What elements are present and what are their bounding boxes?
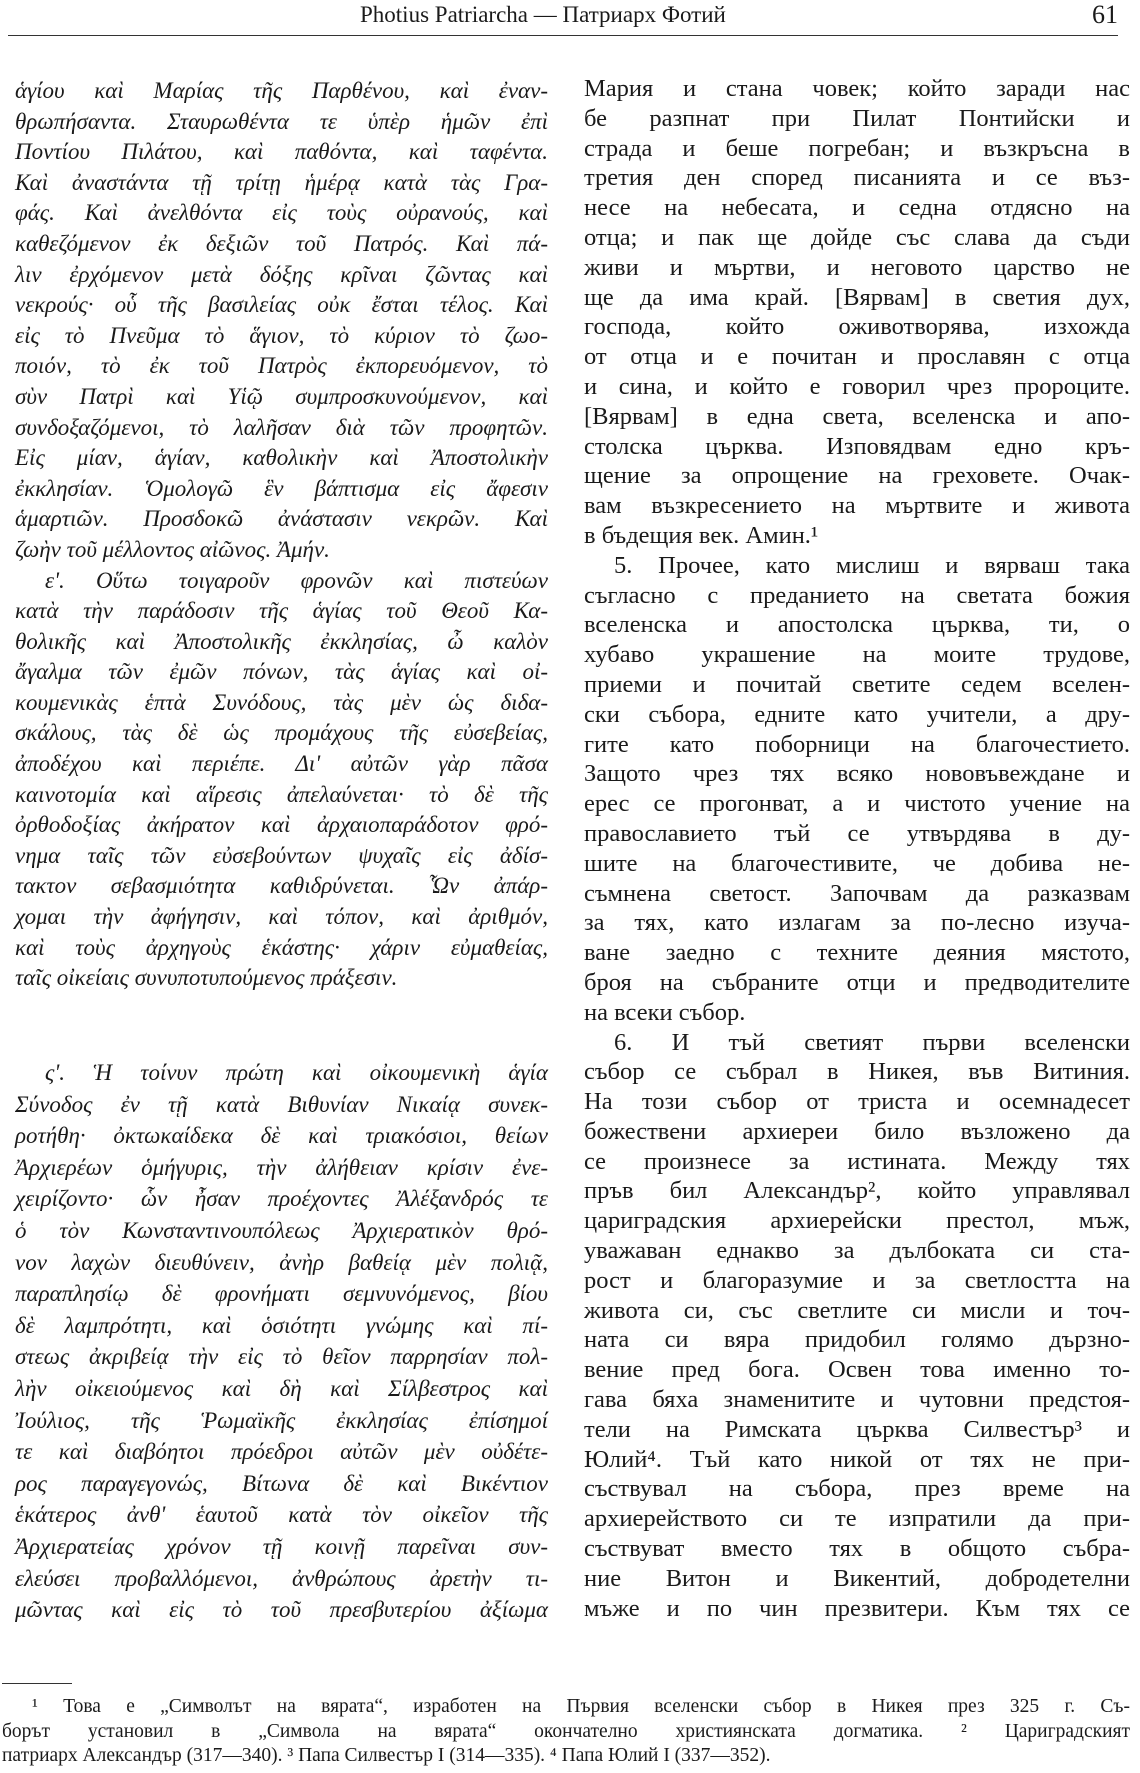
- greek-text-line: τε καὶ διαβόητοι πρόεδροι αὐτῶν μὲν οὐδέτε-: [15, 1439, 548, 1465]
- bulgarian-text-line: уважаван еднакво за дълбоката си ста-: [584, 1237, 1130, 1265]
- greek-text-line: ροτήθη· ὀκτωκαίδεκα δὲ καὶ τριακόσιοι, θείων: [15, 1123, 548, 1149]
- greek-column-block-1: [15, 76, 548, 994]
- greek-text-line: τακτον σεβασμιότητα καθιδρύνεται. Ὧν ἀπάρ-: [15, 873, 548, 899]
- greek-column-block-2: [15, 1057, 548, 1626]
- greek-text-line: ἀποδέχου καὶ περιέπε. Δι' αὐτῶν γὰρ πᾶσα: [15, 751, 548, 777]
- bulgarian-text-line: Мария и стана човек; който заради нас: [584, 75, 1130, 102]
- bulgarian-text-paragraph: [584, 74, 1130, 551]
- greek-text-line: ἄγαλμα τῶν ἐμῶν πόνων, τὰς ἁγίας καὶ οἰ-: [15, 659, 548, 685]
- bulgarian-text-line: божествени архиереи било възложено да: [584, 1117, 1130, 1145]
- bulgarian-text-line: хубаво украшение на моите трудове,: [584, 641, 1130, 669]
- greek-text-line: κουμενικὰς ἑπτὰ Συνόδους, τὰς μὲν ὡς διδα-: [15, 689, 548, 715]
- bulgarian-text-line: събор се събрал в Никея, във Витиния.: [584, 1058, 1130, 1086]
- greek-text-line: σὺν Πατρὶ καὶ Υἱῷ συμπροσκυνούμενον, καὶ: [15, 383, 548, 409]
- bulgarian-text-paragraph: [584, 1028, 1130, 1624]
- greek-text-line: Ἀρχιερατείας χρόνον τῇ κοινῇ παρεῖναι συν-: [15, 1533, 548, 1559]
- greek-text-paragraph: [15, 566, 548, 994]
- bulgarian-text-line: от отца и е почитан и прославян с отца: [584, 343, 1130, 371]
- bulgarian-text-line: отца; и пак ще дойде със слава да съди: [584, 223, 1130, 251]
- bulgarian-text-line: 5. Прочее, като мислиш и вярваш така: [614, 551, 1130, 579]
- bulgarian-text-line: се произнесе за истината. Между тях: [584, 1147, 1130, 1175]
- greek-text-line: ἁγίου καὶ Μαρίας τῆς Παρθένου, καὶ ἐναν-: [15, 78, 548, 103]
- greek-text-line: εἰς τὸ Πνεῦμα τὸ ἅγιον, τὸ κύριον τὸ ζωο-: [15, 322, 548, 348]
- greek-text-line: ἐκκλησίαν. Ὁμολογῶ ἓν βάπτισμα εἰς ἄφεσιν: [15, 475, 548, 501]
- bulgarian-text-line: живи и мъртви, и неговото царство не: [584, 253, 1130, 281]
- bulgarian-text-line: цариградския архиерейски престол, мъж,: [584, 1207, 1130, 1235]
- bulgarian-text-line: в бъдещия век. Амин.¹: [584, 521, 819, 549]
- greek-text-line: καὶ τοὺς ἀρχηγοὺς ἑκάστης· χάριν εὐμαθείας,: [15, 934, 548, 960]
- greek-text-paragraph: [15, 76, 548, 566]
- greek-text-line: κατὰ τὴν παράδοσιν τῆς ἁγίας τοῦ Θεοῦ Κα-: [15, 598, 548, 624]
- greek-text-line: Σύνοδος ἐν τῇ κατὰ Βιθυνίαν Νικαίᾳ συνεκ-: [15, 1091, 548, 1117]
- greek-text-line: δὲ λαμπρότητι, καὶ ὁσιότητι γνώμης καὶ πί-: [15, 1312, 548, 1338]
- bulgarian-text-line: за тях, като излагам за по-лесно изуча-: [584, 909, 1130, 937]
- greek-text-line: Ποντίου Πιλάτου, καὶ παθόντα, καὶ ταφέντα.: [15, 139, 548, 165]
- bulgarian-text-line: на всеки събор.: [584, 998, 746, 1026]
- greek-text-line: στεως ἀκριβείᾳ τὴν εἰς τὸ θεῖον παρρησίαν πολ-: [15, 1344, 548, 1370]
- bulgarian-text-line: и сина, и който е говорил чрез пророците.: [584, 372, 1130, 400]
- greek-text-line: ς'. Ἡ τοίνυν πρώτη καὶ οἰκουμενικὴ ἁγία: [45, 1060, 548, 1085]
- greek-text-paragraph: [15, 1057, 548, 1626]
- bulgarian-text-paragraph: [584, 551, 1130, 1028]
- bulgarian-text-line: приеми и почитай светите седем вселен-: [584, 670, 1130, 698]
- greek-text-line: ἑκάτερος ἀνθ' ἑαυτοῦ κατὰ τὸν οἰκεῖον τῆς: [15, 1502, 548, 1528]
- bulgarian-text-line: господа, който оживотворява, изхожда: [584, 313, 1130, 341]
- greek-text-line: ἁμαρτιῶν. Προσδοκῶ ἀνάστασιν νεκρῶν. Καὶ: [15, 506, 548, 532]
- bulgarian-text-line: ски събора, едните като учители, а дру-: [584, 700, 1130, 728]
- bulgarian-text-line: ната си вяра придобил голямо дързно-: [584, 1326, 1130, 1354]
- bulgarian-text-line: ние Витон и Викентий, добродетелни: [584, 1564, 1130, 1592]
- greek-text-line: ὀρθοδοξίας ἀκήρατον καὶ ἀρχαιοπαράδοτον φρό-: [15, 812, 548, 838]
- bulgarian-text-line: тели на Римската църква Силвестър³ и: [584, 1415, 1130, 1443]
- bulgarian-text-line: гите като поборници на благочестието.: [584, 730, 1130, 758]
- greek-text-line: νον λαχὼν διευθύνειν, ἀνὴρ βαθείᾳ μὲν πολιᾷ,: [15, 1249, 548, 1275]
- bulgarian-text-line: съгласно с преданието на светата божия: [584, 581, 1130, 609]
- greek-text-line: Εἰς μίαν, ἁγίαν, καθολικὴν καὶ Ἀποστολικὴν: [15, 445, 548, 471]
- greek-text-line: λὴν οἰκειούμενος καὶ δὴ καὶ Σίλβεστρος καὶ: [15, 1375, 548, 1401]
- greek-text-line: ταῖς οἰκείαις συνυποτυπούμενος πράξεσιν.: [15, 965, 398, 991]
- greek-text-line: νεκρούς· οὗ τῆς βασιλείας οὐκ ἔσται τέλος. Καὶ: [15, 292, 548, 318]
- bulgarian-text-line: съствуват вместо тях в общото събра-: [584, 1535, 1130, 1563]
- bulgarian-text-line: бе разпнат при Пилат Понтийски и: [584, 104, 1130, 132]
- bulgarian-text-line: несе на небесата, и седна отдясно на: [584, 194, 1130, 222]
- greek-text-line: σκάλους, τὰς δὲ ὡς προμάχους τῆς εὐσεβείας,: [15, 720, 548, 746]
- greek-text-line: ζωὴν τοῦ μέλλοντος αἰῶνος. Ἀμήν.: [15, 536, 330, 562]
- bulgarian-text-line: ерес се прогонват, а и чистото учение на: [584, 790, 1130, 818]
- bulgarian-text-line: мъже и по чин презвитери. Към тях се: [584, 1594, 1130, 1622]
- bulgarian-text-line: живота си, със светлите си мисли и точ-: [584, 1296, 1130, 1324]
- greek-text-line: παραπλησίῳ δὲ φρονήματι σεμνυνόμενος, βίου: [15, 1281, 548, 1307]
- greek-text-line: Καὶ ἀναστάντα τῇ τρίτῃ ἡμέρᾳ κατὰ τὰς Γρα-: [15, 169, 548, 195]
- bulgarian-column: [584, 74, 1130, 1623]
- footnote-paragraph: [2, 1695, 1130, 1769]
- footnote-line: ¹ Това е „Символът на вярата“, изработен на Първия вселенски събор в Никея през 325 г. Съ-: [32, 1696, 1130, 1717]
- greek-text-line: συνδοξαζόμενοι, τὸ λαλῆσαν διὰ τῶν προφητῶν.: [15, 414, 548, 440]
- greek-text-line: θολικῆς καὶ Ἀποστολικῆς ἐκκλησίας, ὦ καλὸν: [15, 628, 548, 654]
- bulgarian-text-line: гава бяха знаменитите и чутовни предстоя-: [584, 1386, 1130, 1414]
- greek-text-line: ὁ τὸν Κωνσταντινουπόλεως Ἀρχιερατικὸν θρό-: [15, 1217, 548, 1243]
- greek-text-line: φάς. Καὶ ἀνελθόντα εἰς τοὺς οὐρανούς, καὶ: [15, 200, 548, 226]
- bulgarian-text-line: ване заедно с техните деяния мястото,: [584, 939, 1130, 967]
- greek-text-line: καθεζόμενον ἐκ δεξιῶν τοῦ Πατρός. Καὶ πά-: [15, 230, 548, 256]
- footnotes: [2, 1695, 1130, 1769]
- page-number: 61: [1092, 0, 1118, 29]
- bulgarian-text-line: [Вярвам] в една света, вселенска и апо-: [584, 402, 1130, 430]
- bulgarian-text-line: вам възкресението на мъртвите и живота: [584, 492, 1130, 520]
- header-rule: [8, 35, 1118, 36]
- running-header: [0, 0, 1140, 36]
- greek-text-line: ρος παραγεγονώς, Βίτωνα δὲ καὶ Βικέντιον: [15, 1470, 548, 1496]
- footnote-line: патриарх Александър (317—340). ³ Папа Силвестър I (314—335). ⁴ Папа Юлий I (337—352).: [2, 1745, 771, 1766]
- greek-text-line: λιν ἐρχόμενον μετὰ δόξης κρῖναι ζῶντας καὶ: [15, 261, 548, 287]
- bulgarian-text-line: архиерейството си те изпратили да при-: [584, 1505, 1130, 1533]
- bulgarian-text-line: пръв бил Александър², който управлявал: [584, 1177, 1130, 1205]
- greek-text-line: μῶντας καὶ εἰς τὸ τοῦ πρεσβυτερίου ἀξίωμα: [15, 1597, 548, 1623]
- greek-text-line: Ἀρχιερέων ὁμήγυρις, τὴν ἀλήθειαν κρίσιν ἐνε-: [15, 1154, 548, 1180]
- bulgarian-text-line: щение за опрощение на греховете. Очак-: [584, 462, 1130, 490]
- footnote-rule: [2, 1683, 72, 1684]
- bulgarian-text-line: страда и беше погребан; и възкръсна в: [584, 134, 1130, 162]
- bulgarian-text-line: столска църква. Изповядвам едно кръ-: [584, 432, 1130, 460]
- greek-text-line: ελεύσει προβαλλόμενοι, ἀνθρώπους ἀρετὴν τι-: [15, 1565, 548, 1591]
- bulgarian-text-line: съмнена светост. Започвам да разказвам: [584, 879, 1130, 907]
- bulgarian-text-line: рост и благоразумие и за светлостта на: [584, 1266, 1130, 1294]
- bulgarian-text-line: 6. И тъй светият първи вселенски: [614, 1028, 1130, 1056]
- running-title: Photius Patriarcha — Патриарх Фотий: [360, 2, 726, 27]
- bulgarian-text-line: броя на събраните отци и предводителите: [584, 968, 1130, 996]
- bulgarian-text-line: Защото чрез тях всяко нововъвеждане и: [584, 760, 1130, 788]
- greek-text-line: ε'. Οὕτω τοιγαροῦν φρονῶν καὶ πιστεύων: [45, 567, 548, 593]
- bulgarian-text-line: Юлий⁴. Тъй като никой от тях не при-: [584, 1445, 1130, 1473]
- greek-text-line: χειρίζοντο· ὧν ἦσαν προέχοντες Ἀλέξανδρός τε: [15, 1186, 548, 1212]
- greek-text-line: ποιόν, τὸ ἐκ τοῦ Πατρὸς ἐκπορευόμενον, τὸ: [15, 353, 548, 379]
- bulgarian-text-line: На този събор от триста и осемнадесет: [584, 1088, 1130, 1116]
- bulgarian-text-line: шите на благочестивите, че добива не-: [584, 849, 1130, 877]
- greek-text-line: νημα ταῖς τῶν εὐσεβούντων ψυχαῖς εἰς ἀδίσ-: [15, 842, 548, 868]
- bulgarian-text-line: вселенска и апостолска църква, ти, о: [584, 611, 1130, 639]
- greek-text-line: χομαι τὴν ἀφήγησιν, καὶ τόπον, καὶ ἀριθμόν,: [15, 904, 548, 930]
- greek-text-line: Ἰούλιος, τῆς Ῥωμαϊκῆς ἐκκλησίας ἐπίσημοί: [15, 1407, 548, 1433]
- bulgarian-text-line: православието тъй се утвърдява в ду-: [584, 819, 1130, 847]
- footnote-line: борът установил в „Символа на вярата“ окончателно християнската догматика. ² Цариградският: [2, 1720, 1130, 1742]
- bulgarian-text-line: третия ден според писанията и се въз-: [584, 164, 1130, 192]
- bulgarian-text-line: ще да има край. [Вярвам] в светия дух,: [584, 283, 1130, 311]
- greek-text-line: καινοτομία καὶ αἵρεσις ἀπελαύνεται· τὸ δὲ τῆς: [15, 781, 548, 807]
- bulgarian-text-line: вение пред бога. Освен това именно то-: [584, 1356, 1130, 1384]
- bulgarian-text-line: съствувал на събора, през време на: [584, 1475, 1130, 1503]
- greek-text-line: θρωπήσαντα. Σταυρωθέντα τε ὑπὲρ ἡμῶν ἐπὶ: [15, 108, 548, 134]
